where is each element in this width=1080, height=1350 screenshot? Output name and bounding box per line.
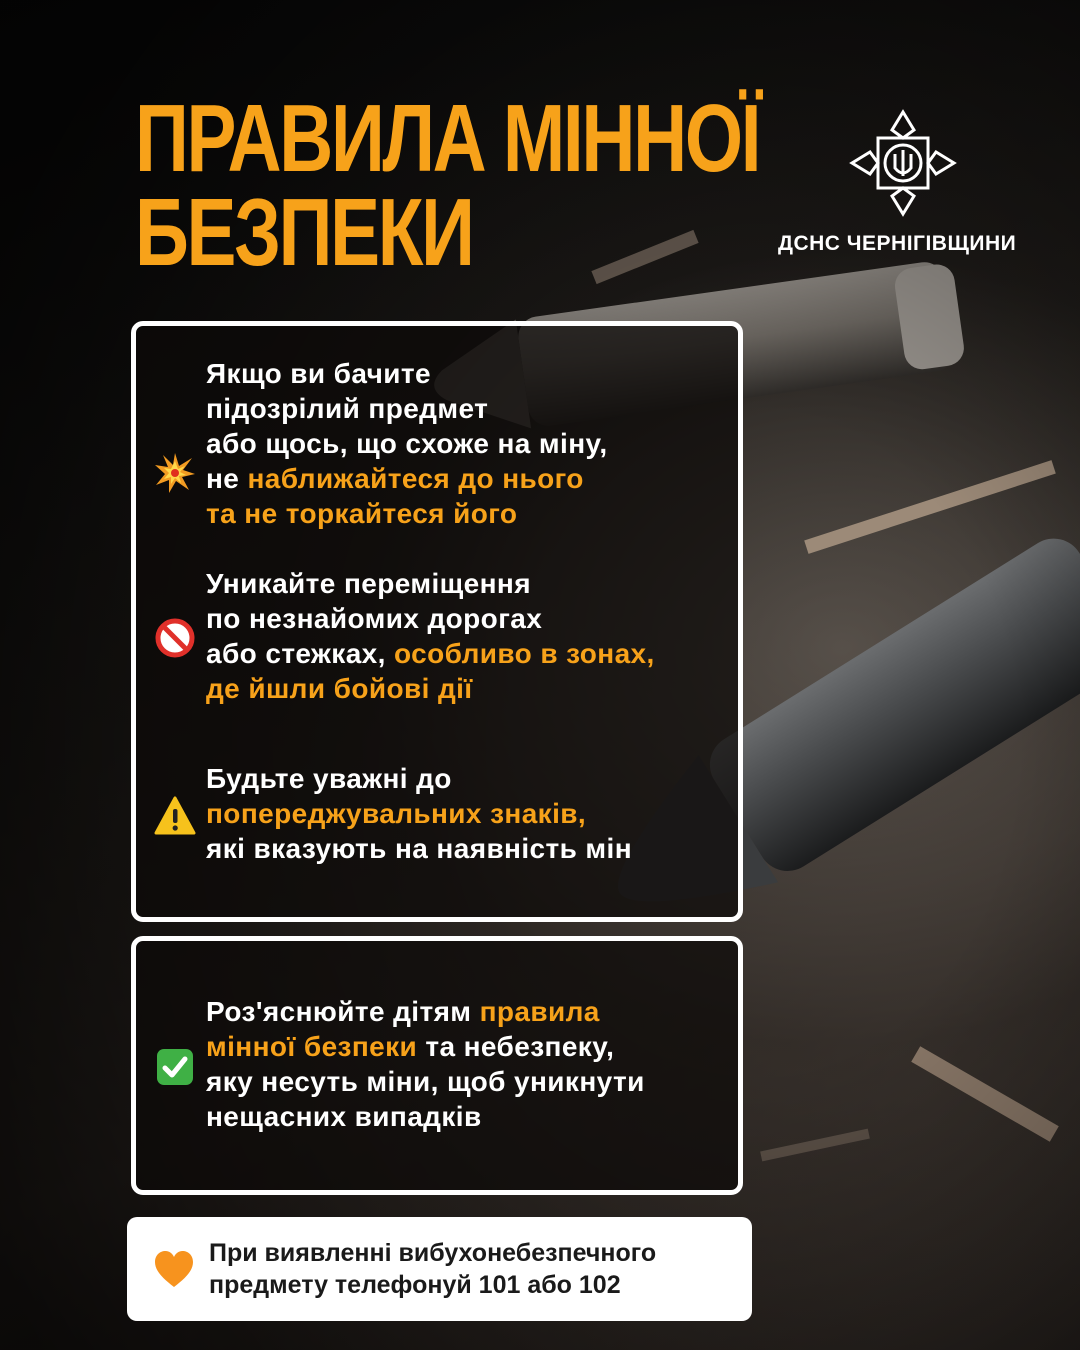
rule-text (206, 761, 746, 866)
kids-rule-card (131, 936, 743, 1195)
warning-icon (154, 795, 196, 837)
rule-text-highlight: особливо в зонах, (394, 638, 655, 669)
rule-text-plain: не (206, 463, 248, 494)
rule-text-highlight: та не торкайтеся його (206, 498, 518, 529)
rule-text (206, 994, 746, 1134)
rule-text-plain: Роз'яснюйте дітям (206, 996, 480, 1027)
rule-text-highlight: мінної безпеки (206, 1031, 418, 1062)
rule-text (206, 356, 746, 531)
rule-line: Будьте уважні до (206, 763, 452, 794)
rule-line: які вказують на наявність мін (206, 833, 633, 864)
rule-line: яку несуть міни, щоб уникнути (206, 1066, 645, 1097)
rule-text-highlight: попереджувальних знаків, (206, 798, 587, 829)
rule-line: по незнайомих дорогах (206, 603, 543, 634)
rule-line (206, 1029, 746, 1064)
rule-text-highlight: правила (479, 996, 600, 1027)
rule-text-plain: або стежках, (206, 638, 395, 669)
rule-line: Уникайте переміщення (206, 568, 531, 599)
rule-text-plain: та небезпеку, (417, 1031, 615, 1062)
rules-card (131, 321, 743, 922)
organization-name: ДСНС ЧЕРНІГІВЩИНИ (778, 232, 1017, 255)
title-line-1: ПРАВИЛА МІННОЇ (135, 85, 760, 192)
rule-line: Якщо ви бачите (206, 358, 432, 389)
emergency-contact-box (127, 1217, 752, 1321)
footer-line: При виявленні вибухонебезпечного (209, 1239, 657, 1267)
orange-heart-icon (153, 1249, 195, 1289)
prohibited-icon (154, 617, 196, 659)
title-line-2: БЕЗПЕКИ (135, 179, 473, 286)
rule-line: підозрілий предмет (206, 393, 489, 424)
dsns-emblem-icon (848, 108, 958, 218)
rule-line: нещасних випадків (206, 1101, 482, 1132)
rule-line: або щось, що схоже на міну, (206, 428, 608, 459)
rule-text-highlight: наближайтеся до нього (247, 463, 584, 494)
rule-text (206, 566, 746, 706)
rule-line (206, 994, 746, 1029)
explosion-icon (154, 452, 196, 494)
check-mark-icon (154, 1046, 196, 1088)
page-title (135, 85, 760, 286)
rule-line (206, 636, 746, 671)
rule-text-highlight: де йшли бойові дії (206, 673, 473, 704)
footer-line: предмету телефонуй 101 або 102 (209, 1271, 621, 1299)
emergency-contact-text (209, 1237, 656, 1301)
rule-line (206, 461, 746, 496)
